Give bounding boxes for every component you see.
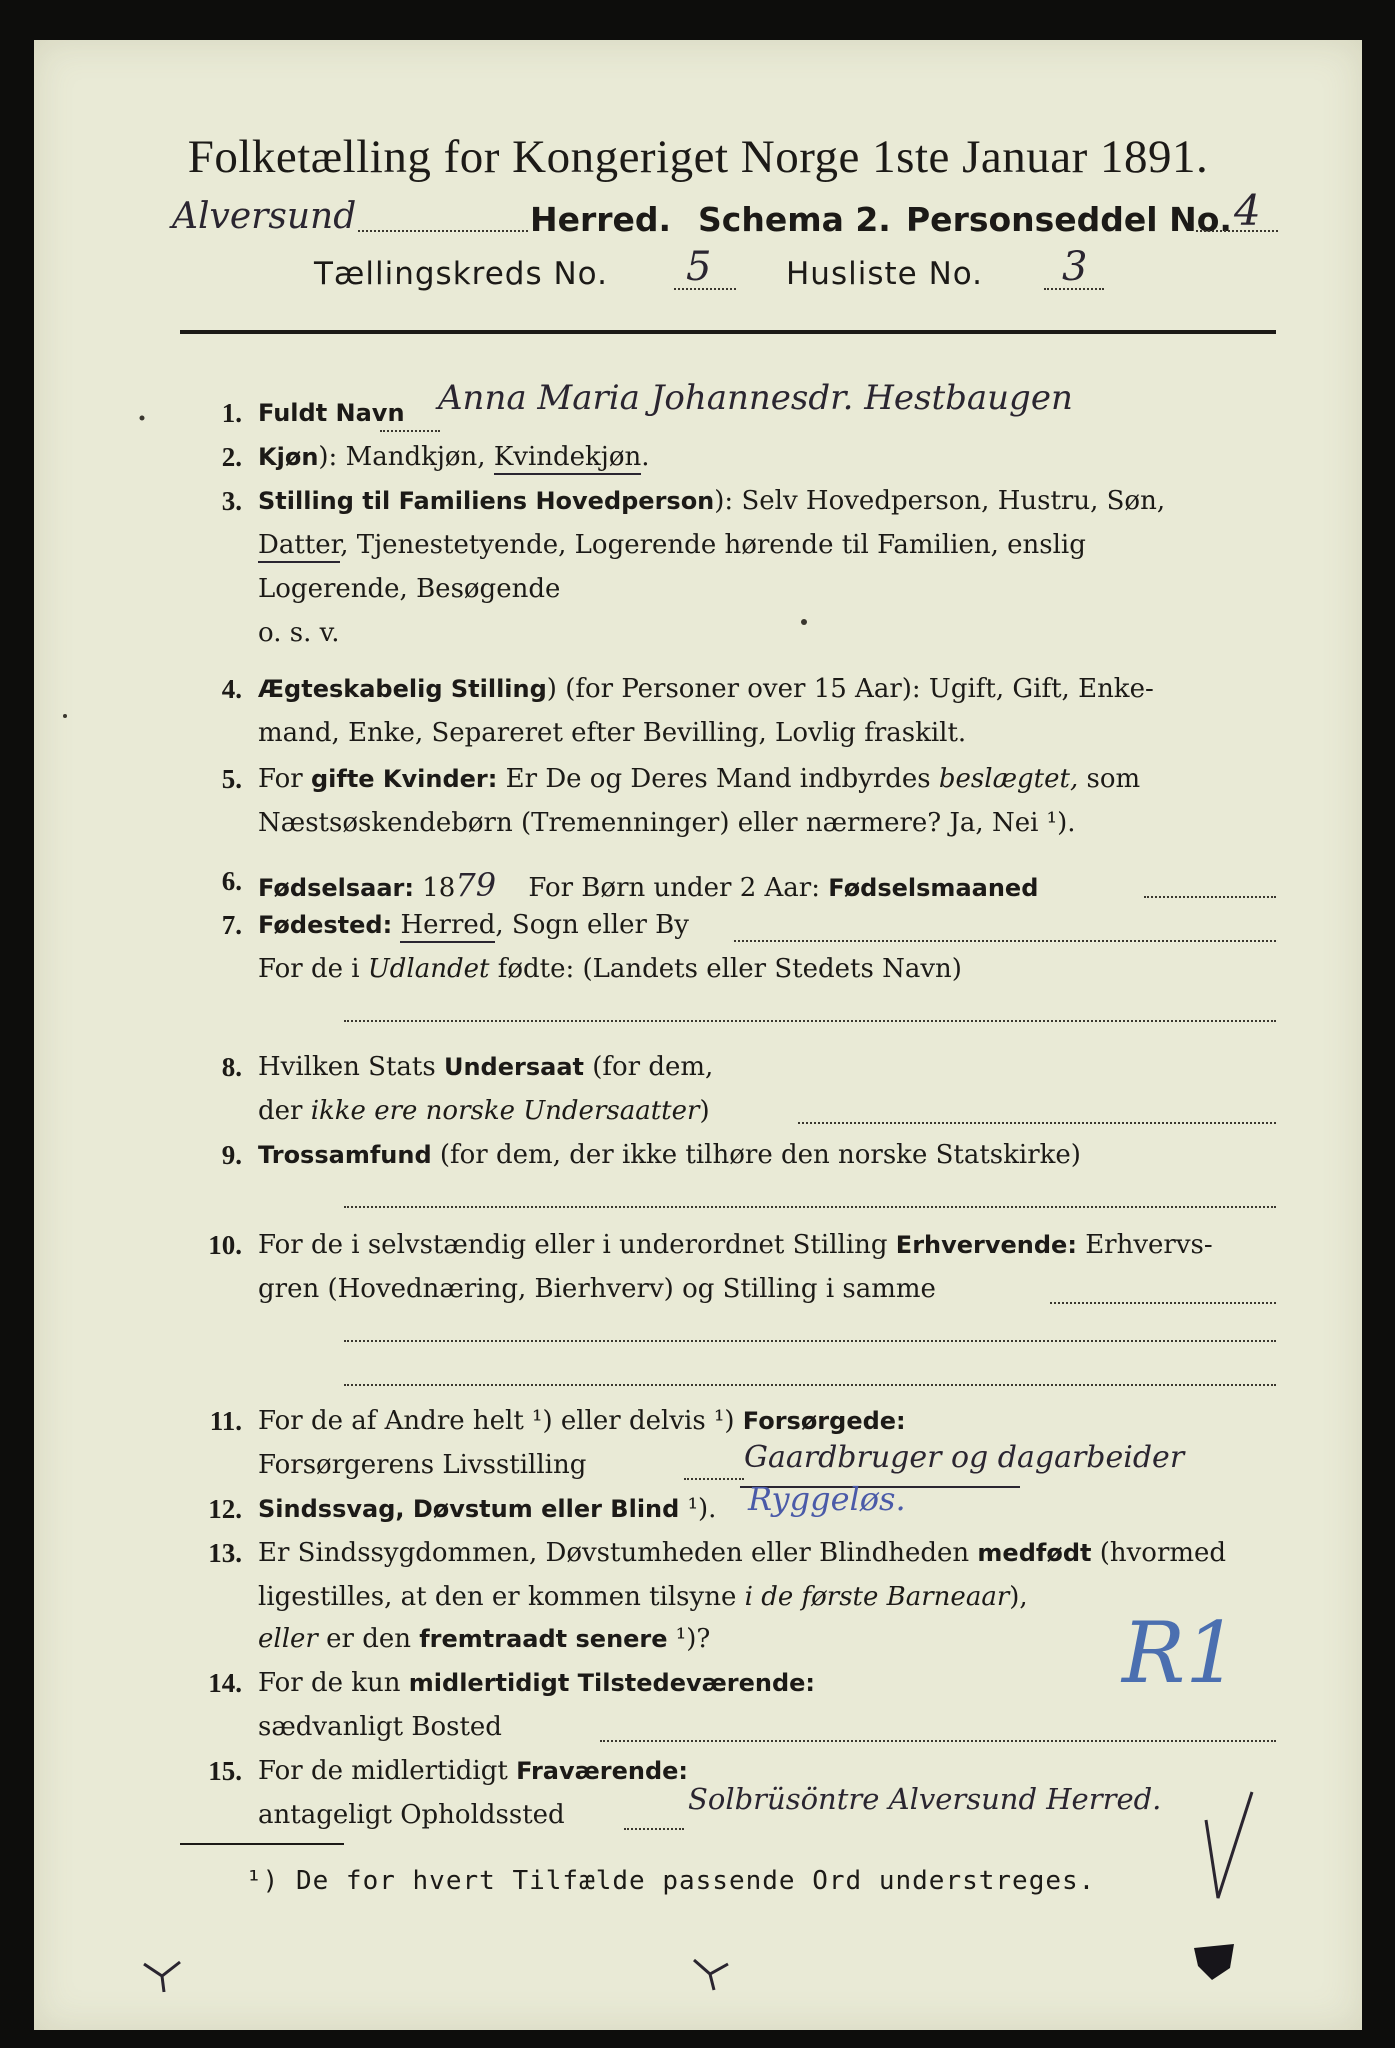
item-13-prefix: Er Sindssygdommen, Døvstumheden eller Blindheden <box>258 1538 978 1568</box>
husliste-number: 3 <box>1062 244 1088 290</box>
herred-handwritten: Alversund <box>172 196 357 237</box>
item-6-label-2: Fødselsmaaned <box>828 874 1039 902</box>
item-7-number: 7. <box>221 910 242 940</box>
item-4-number: 4. <box>221 674 242 704</box>
item-13-number: 13. <box>208 1538 242 1568</box>
item-13-line-3-c: ¹)? <box>667 1624 711 1654</box>
personseddel-label: Personseddel No. <box>906 200 1232 239</box>
ink-blot-icon <box>1194 1944 1234 1980</box>
item-15-line-2: antageligt Opholdssted <box>258 1800 565 1830</box>
item-11-label: Forsørgede: <box>742 1407 906 1435</box>
item-9-label: Trossamfund <box>258 1141 432 1169</box>
item-7-text: , Sogn eller By <box>495 910 689 940</box>
checkmark-icon <box>1206 1792 1252 1898</box>
item-10-label: Erhvervende: <box>895 1231 1077 1259</box>
item-10-line-2: gren (Hovednæring, Bierhverv) og Stilling i samme <box>258 1274 936 1304</box>
kvindekjon-underlined: Kvindekjøn <box>494 442 641 475</box>
decorative-marks <box>34 40 1362 2030</box>
census-form-page <box>34 40 1362 2030</box>
herred-label: Herred. <box>530 200 672 239</box>
item-11-line-2: Forsørgerens Livsstilling <box>258 1450 587 1480</box>
item-14-line-2: sædvanligt Bosted <box>258 1712 502 1742</box>
item-10-text: Erhvervs- <box>1076 1230 1213 1260</box>
item-12-text: ¹). <box>679 1494 717 1524</box>
form-title: Folketælling for Kongeriget Norge 1ste Januar 1891. <box>187 131 1209 183</box>
item-12-number: 12. <box>208 1494 242 1524</box>
item-7-label: Fødested: <box>258 911 393 939</box>
item-1-label: Fuldt Navn <box>258 399 405 427</box>
item-4-text: ) (for Personer over 15 Aar): Ugift, Gift, Enke- <box>546 674 1154 704</box>
item-14-number: 14. <box>208 1668 242 1698</box>
item-13-line-3-italic: eller <box>258 1624 318 1654</box>
personseddel-number: 4 <box>1234 186 1261 235</box>
item-6-number: 6. <box>221 866 242 896</box>
item-5-prefix: For <box>258 764 311 794</box>
item-7-line-2-a: For de i <box>258 954 368 984</box>
item-7-line-2-italic: Udlandet <box>367 954 490 984</box>
item-2-number: 2. <box>221 442 242 472</box>
item-12-label: Sindssvag, Døvstum eller Blind <box>258 1495 680 1523</box>
margin-annotation: R1 <box>1122 1604 1239 1702</box>
item-5-italic: beslægtet, <box>938 764 1079 794</box>
kreds-label: Tællingskreds No. <box>314 256 608 292</box>
corner-mark-left-icon <box>144 1962 180 1992</box>
item-8-number: 8. <box>221 1052 242 1082</box>
item-5-text-a: Er De og Deres Mand indbyrdes <box>497 764 939 794</box>
datter-underlined: Datter <box>258 530 340 563</box>
item-15-label: Fraværende: <box>516 1757 689 1785</box>
item-14-label: midlertidigt Tilstedeværende: <box>408 1669 816 1697</box>
item-4-line-2: mand, Enke, Separeret efter Bevilling, Lovlig fraskilt. <box>258 718 967 748</box>
item-2-text-b: . <box>641 442 650 472</box>
item-1-number: 1. <box>221 398 242 428</box>
item-11-prefix: For de af Andre helt ¹) eller delvis ¹) <box>258 1406 743 1436</box>
item-3-line-3: Logerende, Besøgende <box>258 574 561 604</box>
item-14-prefix: For de kun <box>258 1668 409 1698</box>
supporter-occupation-handwritten: Gaardbruger og dagarbeider <box>744 1440 1185 1475</box>
item-6-label: Fødselsaar: <box>258 874 414 902</box>
item-2-label: Kjøn <box>258 443 319 471</box>
item-13-line-2-a: ligestilles, at den er kommen tilsyne <box>258 1582 745 1612</box>
husliste-label: Husliste No. <box>786 256 984 292</box>
item-13-line-2-italic: i de første Barneaar <box>744 1582 1010 1612</box>
item-10-prefix: For de i selvstændig eller i underordnet Stilling <box>258 1230 896 1260</box>
item-10-number: 10. <box>208 1230 242 1260</box>
item-15-number: 15. <box>208 1756 242 1786</box>
disability-handwritten: Ryggeløs. <box>748 1480 906 1518</box>
item-8-prefix: Hvilken Stats <box>258 1052 444 1082</box>
item-8-label: Undersaat <box>443 1053 584 1081</box>
item-8-line-2-b: ) <box>699 1096 710 1126</box>
item-4-label: Ægteskabelig Stilling <box>258 675 547 703</box>
item-5-line-2: Næstsøskendebørn (Tremenninger) eller nærmere? Ja, Nei ¹). <box>258 808 1076 838</box>
stray-dot-icon <box>63 416 807 719</box>
item-8-text: (for dem, <box>583 1052 714 1082</box>
item-13-line-3-bold: fremtraadt senere <box>419 1625 668 1653</box>
residence-handwritten: Solbrüsöntre Alversund Herred. <box>688 1782 1162 1816</box>
schema-label: Schema 2. <box>698 200 891 239</box>
footnote: ¹) De for hvert Tilfælde passende Ord understreges. <box>246 1866 1096 1896</box>
herred-underlined: Herred <box>400 910 495 943</box>
item-3-number: 3. <box>221 486 242 516</box>
item-8-line-2-a: der <box>258 1096 311 1126</box>
item-13-line-2-b: ), <box>1009 1582 1028 1612</box>
corner-mark-center-icon <box>694 1960 728 1990</box>
item-6-text: For Børn under 2 Aar: <box>520 873 829 903</box>
birth-year-handwritten: 79 <box>455 866 497 904</box>
item-9-number: 9. <box>221 1140 242 1170</box>
item-2-text-a: ): Mandkjøn, <box>318 442 494 472</box>
item-15-prefix: For de midlertidigt <box>258 1756 517 1786</box>
full-name-handwritten: Anna Maria Johannesdr. Hestbaugen <box>438 378 1073 418</box>
item-6-prefix: 18 <box>414 873 456 903</box>
item-5-text-b: som <box>1078 764 1141 794</box>
item-13-label: medfødt <box>977 1539 1092 1567</box>
item-7-line-2-b: fødte: (Landets eller Stedets Navn) <box>489 954 962 984</box>
item-3-text: ): Selv Hovedperson, Hustru, Søn, <box>714 486 1166 516</box>
item-8-line-2-italic: ikke ere norske Undersaatter <box>310 1096 700 1126</box>
item-5-number: 5. <box>221 764 242 794</box>
item-3-line-2-text: , Tjenestetyende, Logerende hørende til Familien, enslig <box>340 530 1086 560</box>
item-3-line-4: o. s. v. <box>258 618 340 648</box>
item-3-label: Stilling til Familiens Hovedperson <box>258 487 715 515</box>
item-5-label: gifte Kvinder: <box>310 765 498 793</box>
item-11-number: 11. <box>209 1406 242 1436</box>
item-13-text: (hvormed <box>1091 1538 1227 1568</box>
item-13-line-3-a: er den <box>317 1624 420 1654</box>
kreds-number: 5 <box>686 244 712 290</box>
item-9-text: (for dem, der ikke tilhøre den norske Statskirke) <box>431 1140 1081 1170</box>
